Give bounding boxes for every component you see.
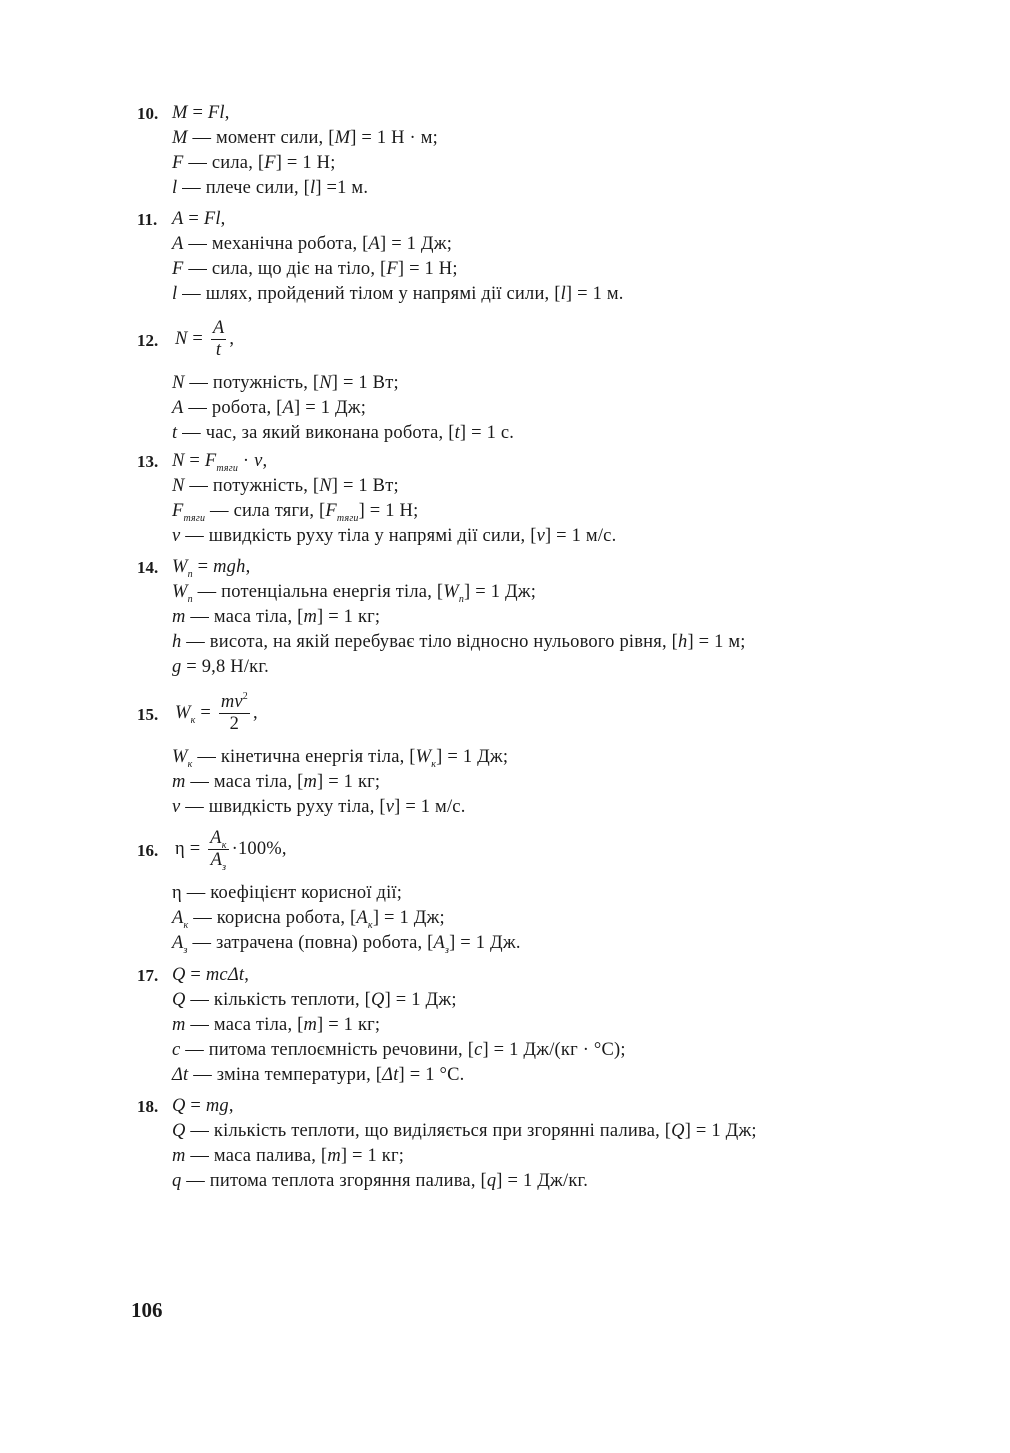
text-segment: тяги [216,463,239,474]
text-segment: Q [671,1121,685,1141]
text-segment: — потужність, [ [184,476,320,496]
formula-header [175,828,287,871]
text-segment: ] = 1 кг; [317,1015,381,1035]
fraction [219,692,250,735]
text-segment: = [183,209,204,229]
item-number: 11. [137,210,158,229]
text-segment: l [172,178,178,198]
definition-line [172,234,452,255]
text-segment: — зміна температури, [ [188,1065,383,1085]
text-segment: h [678,632,688,652]
text-segment: N [175,328,188,349]
numerator [208,828,228,850]
text-segment: A [172,933,184,953]
text-segment: — потенціальна енергія тіла, [ [192,582,444,602]
text-segment: тяги [336,513,359,524]
item-number: 13. [137,452,159,471]
text-segment: ] = 1 Дж; [372,908,445,928]
definition-line [172,772,380,793]
text-segment: W [172,582,188,602]
text-segment: Q [172,965,186,985]
text-segment: Δt [382,1065,399,1085]
text-segment: — затрачена (повна) робота, [ [187,933,434,953]
text-segment: — плече сили, [ [177,178,310,198]
text-segment: A [210,850,223,870]
text-segment: ] = 1 с. [459,423,515,443]
text-segment: h [172,632,182,652]
text-segment: M [334,128,351,148]
definition-line [172,259,458,280]
text-segment: N [319,373,332,393]
text-segment: — час, за який виконана робота, [ [177,423,455,443]
text-segment: — маса тіла, [ [185,772,304,792]
definition-line [172,883,402,904]
text-segment: l [309,178,316,198]
text-segment: q [486,1171,497,1191]
item-number: 15. [137,705,159,724]
text-segment: — маса палива, [ [185,1146,328,1166]
definition-line [172,908,445,929]
text-segment: m [172,1146,186,1166]
text-segment: — кількість теплоти, що виділяється при згорянні палива, [ [185,1121,672,1141]
text-segment: = [192,557,214,577]
text-segment: — кількість теплоти, [ [185,990,372,1010]
denominator [219,714,250,735]
text-segment: ] = 1 Дж; [384,990,457,1010]
text-segment: F [386,259,398,279]
text-segment: F [172,501,184,521]
text-segment: Fl [203,209,221,229]
definition-line [172,1040,626,1061]
text-segment: ] = 1 Н; [358,501,419,521]
definition-line [172,1146,404,1167]
text-segment: = 9,8 Н/кг. [181,657,269,677]
text-segment: к [367,920,373,931]
text-segment: N [172,476,185,496]
text-segment: v [385,797,395,817]
text-segment: η — коефіцієнт корисної дії; [172,883,403,903]
text-segment: = [187,328,208,349]
text-segment: ·100%, [231,838,287,859]
formula-header [172,965,249,986]
text-segment: к [221,840,227,851]
text-segment: m [303,607,318,627]
text-segment: l [172,284,178,304]
text-segment: m [172,1015,186,1035]
item-number: 18. [137,1097,159,1116]
definition-line [172,1065,464,1086]
text-segment: c [172,1040,181,1060]
text-segment: F [172,153,184,173]
text-segment: — корисна робота, [ [188,908,357,928]
text-segment: v [254,451,263,471]
item-number: 12. [137,331,159,350]
text-segment: — кінетична енергія тіла, [ [192,747,416,767]
text-segment: 2 [229,714,240,734]
text-segment: t [172,423,178,443]
definition-line [172,501,418,522]
text-segment: Q [172,990,186,1010]
text-segment: , [229,328,235,349]
text-segment: F [172,259,184,279]
definition-line [172,607,380,628]
fraction [208,828,228,871]
definition-line [172,797,466,818]
text-segment: A [210,828,222,848]
formula-header [175,692,258,735]
text-segment: A [356,908,368,928]
text-segment: W [172,557,188,577]
text-segment: — потужність, [ [184,373,320,393]
text-segment: M [172,103,188,123]
text-segment: m [303,772,318,792]
text-segment: ] = 1 м. [565,284,624,304]
text-segment: ] = 1 Вт; [331,373,399,393]
text-segment: ] = 1 м/с. [394,797,466,817]
text-segment: ] = 1 °С. [398,1065,465,1085]
text-segment: M [172,128,188,148]
text-segment: v [172,797,181,817]
definition-line [172,1015,380,1036]
definition-line [172,747,508,768]
definition-line [172,990,457,1011]
text-segment: = [185,1096,206,1116]
text-segment: v [172,526,181,546]
page-number: 106 [131,1298,163,1322]
definition-line [172,582,536,603]
text-segment: ] = 1 кг; [340,1146,405,1166]
text-segment: mcΔt [205,965,245,985]
text-segment: m [172,772,186,792]
text-segment: , [262,451,268,471]
text-segment: — маса тіла, [ [185,1015,304,1035]
text-segment: N [172,373,185,393]
text-segment: ] = 1 Н; [397,259,458,279]
text-segment: — сила, що діє на тіло, [ [183,259,387,279]
text-segment: — робота, [ [183,398,283,418]
text-segment: A [172,209,184,229]
text-segment: ] = 1 Дж. [449,933,521,953]
text-segment: ] = 1 Дж/кг. [496,1171,589,1191]
text-segment: c [474,1040,483,1060]
text-segment: п [458,594,465,605]
text-segment: Q [371,990,385,1010]
item-number: 14. [137,558,159,577]
text-segment: — маса тіла, [ [185,607,304,627]
definition-line [172,398,366,419]
text-segment: ] = 1 Дж; [294,398,367,418]
definition-line [172,153,336,174]
definition-line [172,284,624,305]
definition-line [172,423,514,444]
text-segment: A [433,933,446,953]
text-segment: A [172,908,184,928]
definition-line [172,476,399,497]
definition-line [172,933,521,954]
text-segment: ] = 1 м/с. [545,526,617,546]
numerator [211,318,227,340]
text-segment: ] =1 м. [315,178,369,198]
text-segment: — швидкість руху тіла у напрямі дії сили, [ [180,526,537,546]
text-segment: W [443,582,459,602]
text-segment: = [185,965,206,985]
text-segment: 2 [242,691,248,702]
text-segment: , [224,103,230,123]
text-segment: з [183,945,188,956]
text-segment: — сила тяги, [ [205,501,326,521]
text-segment: A [172,398,184,418]
text-segment: — шлях, пройдений тілом у напрямі дії сили, [ [177,284,561,304]
text-segment: к [190,714,196,726]
text-segment: ] = 1 Дж; [684,1121,757,1141]
text-segment: Q [172,1096,186,1116]
text-segment: m [303,1015,318,1035]
text-segment: m [327,1146,341,1166]
text-segment: A [172,234,184,254]
text-segment: ] = 1 Дж; [464,582,537,602]
formula-header [172,1096,234,1117]
text-segment: Fl [207,103,225,123]
formula-header [175,318,234,361]
text-segment: ] = 1 Н · м; [350,128,438,148]
text-segment: mgh [213,557,246,577]
text-segment: F [325,501,337,521]
denominator [211,340,227,361]
text-segment: mg [205,1096,229,1116]
text-segment: m [172,607,186,627]
formula-header [172,451,267,472]
text-segment: η = [175,838,206,859]
text-segment: t [215,340,222,360]
formula-header [172,103,230,124]
text-segment: ] = 1 кг; [317,607,381,627]
text-segment: t [454,423,460,443]
text-segment: тяги [183,513,206,524]
text-segment: W [172,747,188,767]
text-segment: A [282,398,295,418]
text-segment: , [244,965,250,985]
text-segment: A [212,318,225,338]
text-segment: к [187,759,193,770]
definition-line [172,657,269,678]
text-segment: — висота, на якій перебуває тіло відносно нульового рівня, [ [181,632,679,652]
definition-line [172,1121,757,1142]
text-segment: ] = 1 Н; [275,153,336,173]
text-segment: Δt [172,1065,189,1085]
text-segment: п [187,569,193,580]
text-segment: ] = 1 Вт; [331,476,399,496]
text-segment: ] = 1 Дж; [380,234,453,254]
definition-line [172,178,368,199]
text-segment: q [172,1171,182,1191]
text-segment: , [220,209,226,229]
text-segment: п [187,594,193,605]
text-segment: mv [220,692,243,712]
text-segment: , [253,702,258,723]
text-segment: ] = 1 кг; [317,772,381,792]
text-segment: — сила, [ [183,153,265,173]
text-segment: · [238,451,255,471]
text-segment: N [172,451,185,471]
text-segment: ] = 1 Дж/(кг · °С); [482,1040,626,1060]
text-segment: v [536,526,545,546]
text-segment: N [319,476,332,496]
definition-line [172,373,399,394]
text-segment: — швидкість руху тіла, [ [180,797,386,817]
text-segment: — питома теплоємність речовини, [ [180,1040,475,1060]
item-number: 16. [137,841,159,860]
denominator [208,850,228,871]
text-segment: Q [172,1121,186,1141]
text-segment: , [228,1096,234,1116]
text-segment: = [187,103,208,123]
definition-line [172,632,746,653]
text-segment: g [172,657,182,677]
text-segment: з [445,945,450,956]
definition-line [172,526,616,547]
text-segment: l [560,284,566,304]
text-segment: = [184,451,205,471]
text-segment: , [245,557,251,577]
text-segment: ] = 1 Дж; [436,747,509,767]
text-segment: W [415,747,432,767]
definition-line [172,128,438,149]
text-segment: F [264,153,276,173]
text-segment: F [204,451,217,471]
text-segment: з [222,862,227,873]
fraction [211,318,227,361]
item-number: 17. [137,966,159,985]
text-segment: A [368,234,381,254]
text-segment: к [183,920,189,931]
text-segment: — механічна робота, [ [183,234,369,254]
text-segment: — момент сили, [ [187,128,335,148]
text-segment: = [195,702,216,723]
text-segment: ] = 1 м; [687,632,746,652]
text-segment: — питома теплота згоряння палива, [ [181,1171,487,1191]
item-number: 10. [137,104,159,123]
text-segment: к [431,759,437,770]
text-segment: W [175,702,191,723]
formula-header [172,557,250,578]
numerator [219,692,250,714]
formula-header [172,209,225,230]
definition-line [172,1171,588,1192]
